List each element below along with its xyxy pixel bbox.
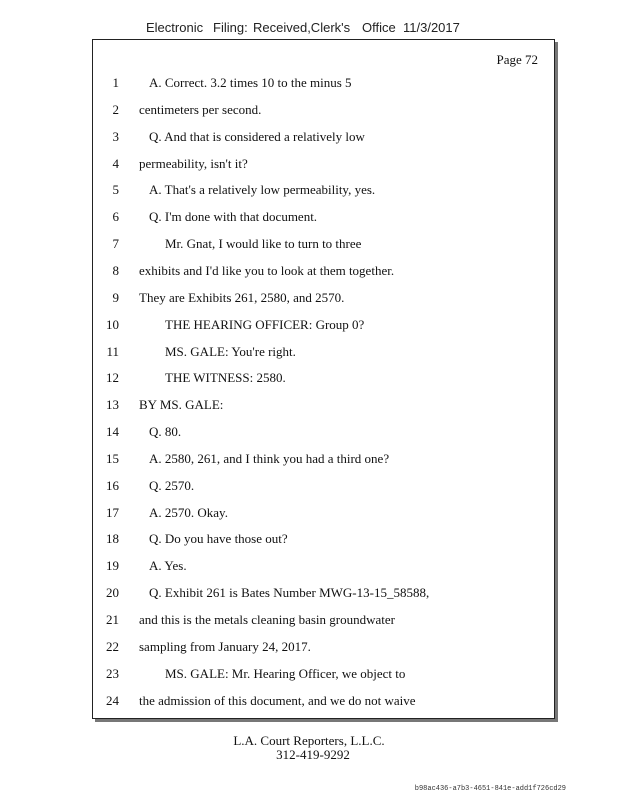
- line-text: Q. Exhibit 261 is Bates Number MWG-13-15_58588,: [149, 585, 430, 601]
- line-number: 1: [112, 75, 119, 90]
- line-text: A. 2580, 261, and I think you had a third one?: [149, 450, 390, 466]
- line-number: 5: [112, 182, 119, 198]
- line-number: 8: [112, 262, 119, 278]
- line-text: Q. And that is considered a relatively low: [149, 128, 365, 144]
- line-number: 13: [106, 397, 119, 413]
- line-text: Q. 2570.: [149, 477, 195, 493]
- line-number: 21: [106, 612, 119, 627]
- line-text: and this is the metals cleaning basin groundwater: [139, 612, 395, 627]
- transcript-page: [92, 39, 555, 719]
- filing-stamp-word: Received,Clerk's: [253, 20, 351, 35]
- line-number: 24: [106, 692, 119, 708]
- line-text: A. That's a relatively low permeability, yes.: [149, 182, 376, 198]
- filing-stamp-word: Filing:: [213, 20, 248, 35]
- line-number: 23: [106, 665, 119, 681]
- line-number: 19: [106, 558, 119, 574]
- filing-stamp-word: 11/3/2017: [403, 20, 460, 35]
- filing-stamp-word: Office: [362, 20, 396, 35]
- line-number: 18: [106, 531, 119, 547]
- line-text: Q. I'm done with that document.: [149, 209, 318, 225]
- line-text: sampling from January 24, 2017.: [139, 638, 311, 654]
- line-number: 7: [112, 236, 119, 252]
- line-number: 20: [106, 585, 119, 601]
- line-text: Q. 80.: [149, 424, 182, 440]
- line-number: 16: [106, 477, 119, 493]
- line-text: A. 2570. Okay.: [149, 504, 228, 520]
- line-text: A. Correct. 3.2 times 10 to the minus 5: [149, 75, 352, 90]
- line-number: 15: [106, 450, 119, 466]
- page-number: Page 72: [496, 52, 538, 67]
- line-text: They are Exhibits 261, 2580, and 2570.: [139, 289, 345, 305]
- line-text: centimeters per second.: [139, 101, 262, 117]
- line-text: MS. GALE: You're right.: [165, 343, 296, 359]
- line-number: 9: [112, 289, 119, 305]
- line-text: BY MS. GALE:: [139, 397, 224, 413]
- line-number: 11: [106, 343, 119, 359]
- line-text: THE WITNESS: 2580.: [165, 370, 286, 386]
- reporter-phone: 312-419-9292: [276, 747, 350, 762]
- reporter-name: L.A. Court Reporters, L.L.C.: [233, 733, 385, 748]
- line-number: 6: [112, 209, 119, 225]
- line-text: Mr. Gnat, I would like to turn to three: [165, 236, 362, 252]
- line-number: 12: [106, 370, 119, 386]
- line-number: 2: [112, 101, 119, 117]
- filing-stamp-word: Electronic: [146, 20, 204, 35]
- line-number: 10: [106, 316, 119, 332]
- line-number: 3: [112, 128, 119, 144]
- transcript-lines: [93, 40, 554, 718]
- line-number: 14: [106, 424, 119, 440]
- line-text: permeability, isn't it?: [139, 155, 248, 171]
- line-text: Q. Do you have those out?: [149, 531, 288, 547]
- document-hash: b98ac436-a7b3-4651-841e-add1f726cd29: [414, 785, 566, 793]
- line-text: A. Yes.: [149, 558, 187, 574]
- line-text: the admission of this document, and we do not waive: [139, 692, 416, 708]
- line-number: 4: [112, 155, 119, 171]
- line-text: MS. GALE: Mr. Hearing Officer, we object to: [165, 665, 406, 681]
- line-text: THE HEARING OFFICER: Group 0?: [165, 316, 365, 332]
- line-number: 22: [106, 638, 119, 654]
- line-number: 17: [106, 504, 119, 520]
- line-text: exhibits and I'd like you to look at them together.: [139, 262, 395, 278]
